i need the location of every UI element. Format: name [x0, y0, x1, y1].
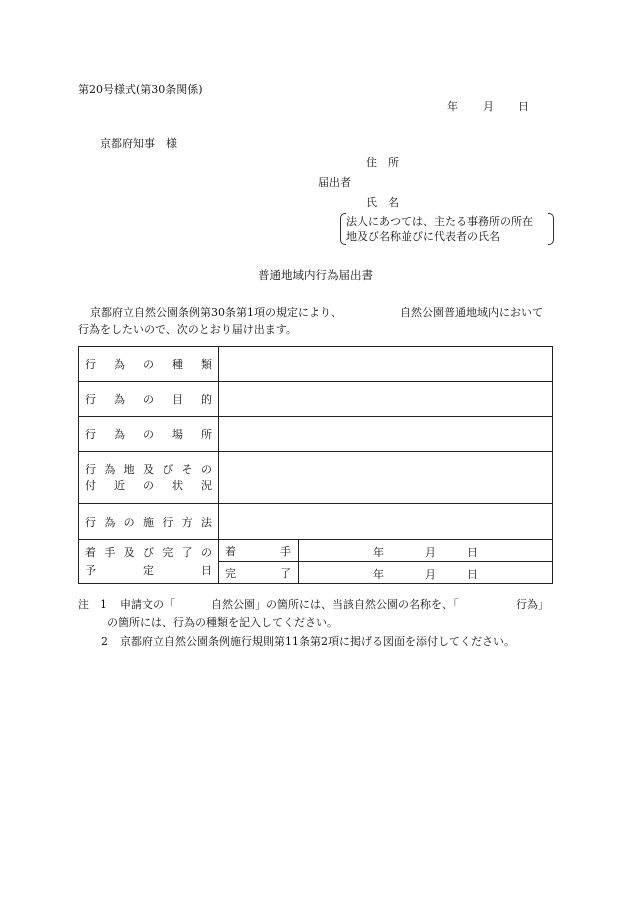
corp-note-line1: 法人にあつては、主たる事務所の所在	[346, 215, 533, 228]
note2-text: 京都府立自然公園条例施行規則第11条第2項に掲げる図面を添付してください。	[120, 635, 515, 648]
label-act-type: 行 為 の 種 類	[79, 347, 219, 382]
table-row	[79, 417, 553, 452]
table-row	[79, 540, 553, 562]
field-completion-date[interactable]	[299, 562, 553, 584]
intro-line1-b: 自然公園普通地域内において	[400, 306, 543, 319]
note1-line2: の箇所には、行為の種類を記入してください。	[107, 616, 338, 629]
field-act-location[interactable]	[219, 417, 553, 452]
field-act-purpose[interactable]	[219, 382, 553, 417]
note1-label: 注 1	[78, 598, 107, 611]
document-title: 普通地域内行為届出書	[258, 268, 373, 282]
note1-part-a: 申請文の「	[120, 598, 175, 611]
corporation-note	[340, 213, 554, 245]
end-month-label: 月	[425, 568, 436, 581]
bracket-right	[548, 213, 554, 245]
note1-part-c: 行為」	[516, 598, 549, 611]
address-label: 住 所	[366, 156, 399, 169]
intro-line2: 行為をしたいので、次のとおり届け出ます。	[78, 323, 297, 336]
table-row	[79, 504, 553, 540]
table-row	[79, 347, 553, 382]
label-scheduled-dates: 着 手 及 び 完 了 の 予 定 日	[79, 540, 219, 584]
label-act-purpose: 行 為 の 目 的	[79, 382, 219, 417]
note2-label: 2	[101, 635, 108, 648]
label-execution-method: 行 為 の 施 行 方 法	[79, 504, 219, 540]
notifier-label: 届出者	[318, 176, 351, 189]
field-start-date[interactable]	[299, 540, 553, 562]
label-completion: 完 了	[219, 562, 299, 584]
end-day-label: 日	[467, 568, 478, 581]
header-date-year: 年	[447, 100, 458, 113]
addressee: 京都府知事 様	[100, 137, 177, 150]
header-date-month: 月	[483, 100, 494, 113]
field-site-surroundings[interactable]	[219, 452, 553, 504]
corp-note-line2: 地及び名称並びに代表者の氏名	[346, 230, 500, 243]
start-month-label: 月	[425, 546, 436, 559]
start-day-label: 日	[467, 546, 478, 559]
field-execution-method[interactable]	[219, 504, 553, 540]
end-year-label: 年	[373, 568, 384, 581]
table-row	[79, 452, 553, 504]
field-act-type[interactable]	[219, 347, 553, 382]
notification-table	[78, 346, 553, 584]
name-label: 氏 名	[366, 196, 399, 209]
table-row	[79, 382, 553, 417]
note1-part-b: 自然公園」の箇所には、当該自然公園の名称を、「	[211, 598, 459, 611]
label-start: 着 手	[219, 540, 299, 562]
start-year-label: 年	[373, 546, 384, 559]
label-site-surroundings: 行 為 地 及 び そ の 付 近 の 状 況	[79, 452, 219, 504]
intro-line1-a: 京都府立自然公園条例第30条第1項の規定により、	[90, 306, 342, 319]
header-date-day: 日	[518, 100, 529, 113]
label-act-location: 行 為 の 場 所	[79, 417, 219, 452]
form-number: 第20号様式(第30条関係)	[78, 83, 203, 96]
